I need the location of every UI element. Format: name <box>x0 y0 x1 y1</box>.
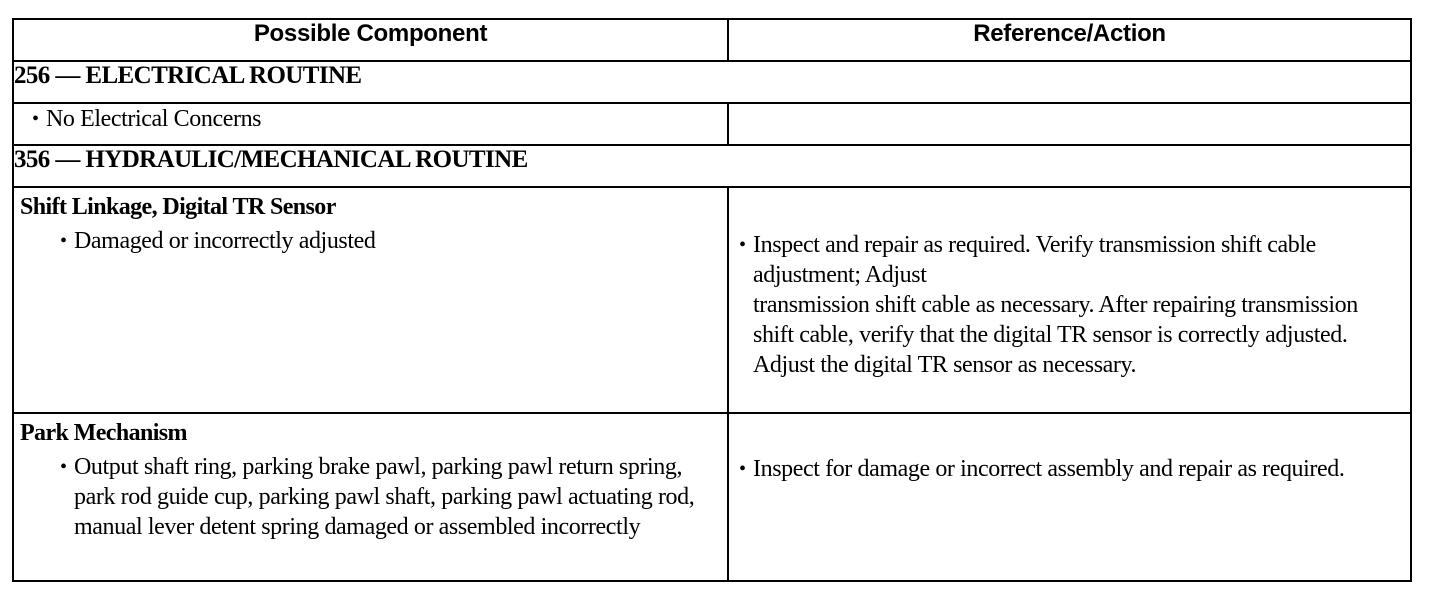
component-item-text: Damaged or incorrectly adjusted <box>74 228 376 254</box>
table-row <box>13 187 1411 413</box>
bullet-icon: • <box>739 234 747 256</box>
diagnosis-table <box>12 18 1412 582</box>
action-item-text <box>753 230 1402 380</box>
column-header-component: Possible Component <box>13 19 728 61</box>
action-cell-empty <box>728 103 1411 145</box>
component-cell <box>13 187 728 413</box>
list-item <box>729 454 1410 484</box>
list-item <box>729 230 1410 380</box>
component-item-text: No Electrical Concerns <box>46 106 262 132</box>
section-row-hydraulic <box>13 145 1411 187</box>
list-item <box>14 452 727 542</box>
component-title: Shift Linkage, Digital TR Sensor <box>20 194 336 220</box>
bullet-icon: • <box>32 108 40 130</box>
header-row <box>13 19 1411 61</box>
action-text-line2: transmission shift cable as necessary. After repairing transmission shift cable, verify that the digital TR sensor is correctly adjusted. Adjust the digital TR sensor as necessary. <box>753 292 1358 378</box>
bullet-icon: • <box>60 456 68 478</box>
action-text-line1: Inspect and repair as required. Verify transmission shift cable adjustment; Adjust <box>753 232 1316 288</box>
component-cell <box>13 413 728 581</box>
action-cell <box>728 187 1411 413</box>
column-header-action: Reference/Action <box>728 19 1411 61</box>
bullet-icon: • <box>739 458 747 480</box>
section-title-hydraulic: 356 — HYDRAULIC/MECHANICAL ROUTINE <box>13 145 1411 187</box>
component-title: Park Mechanism <box>20 420 187 446</box>
table-row <box>13 103 1411 145</box>
component-cell <box>13 103 728 145</box>
section-title-electrical: 256 — ELECTRICAL ROUTINE <box>13 61 1411 103</box>
section-row-electrical <box>13 61 1411 103</box>
action-item-text: Inspect for damage or incorrect assembly and repair as required. <box>753 456 1345 482</box>
list-item <box>14 104 727 134</box>
table-row <box>13 413 1411 581</box>
list-item <box>14 226 727 256</box>
bullet-icon: • <box>60 230 68 252</box>
component-item-text: Output shaft ring, parking brake pawl, parking pawl return spring, park rod guide cup, parking pawl shaft, parking pawl actuating rod, manual lever detent spring damaged or assembled incorrectly <box>74 454 695 540</box>
action-cell <box>728 413 1411 581</box>
